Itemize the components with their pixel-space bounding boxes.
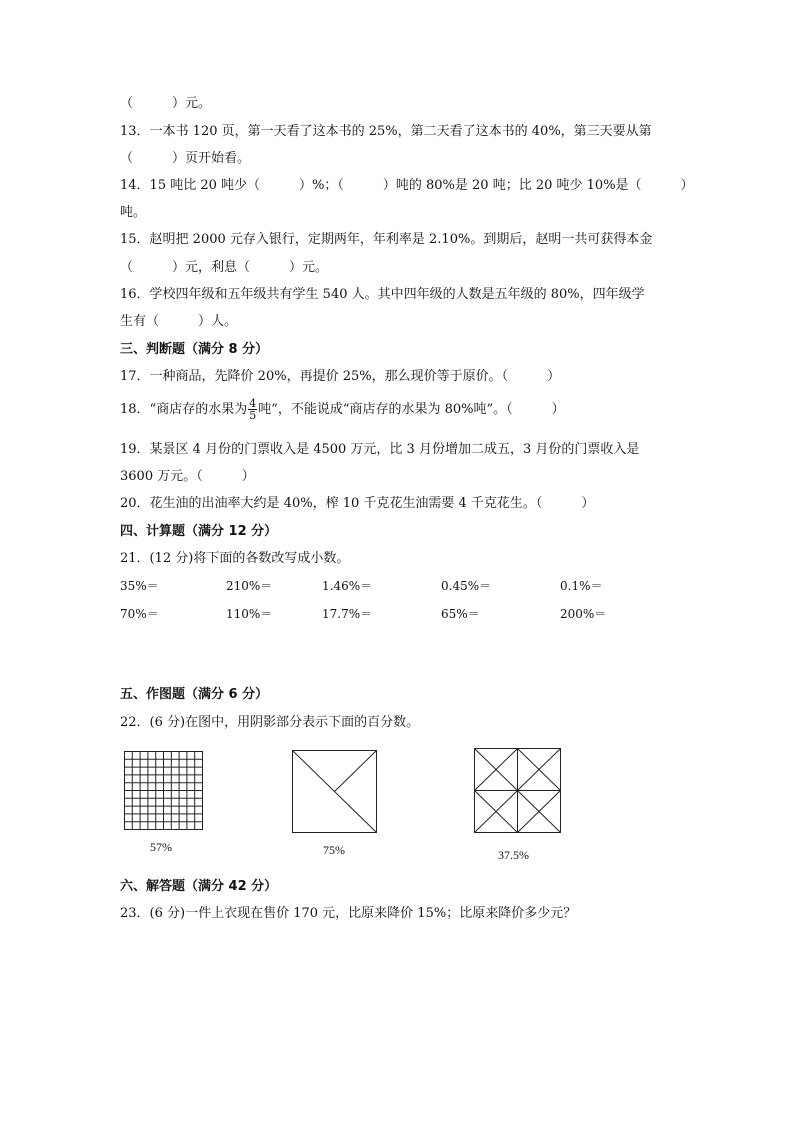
question-14-line2: 吨。	[120, 205, 147, 220]
calc-item: 210%＝	[226, 579, 273, 593]
calc-item: 70%＝	[120, 607, 159, 621]
calc-item: 200%＝	[560, 607, 607, 621]
question-19-line2: 3600 万元。（ ）	[120, 469, 255, 484]
question-17: 17．一种商品，先降价 20%，再提价 25%，那么现价等于原价。（ ）	[120, 369, 561, 384]
question-13-line1: 13．一本书 120 页，第一天看了这本书的 25%，第二天看了这本书的 40%，第三天要从第	[120, 124, 652, 139]
square-figure-label: 75%	[323, 843, 345, 857]
square-figure	[292, 750, 378, 834]
question-15-line2: （ ）元，利息（ ）元。	[120, 260, 329, 275]
question-20: 20．花生油的出油率大约是 40%，榨 10 千克花生油需要 4 千克花生。（ ）	[120, 496, 595, 511]
section-3-heading: 三、判断题（满分 8 分）	[120, 342, 269, 357]
section-6-heading: 六、解答题（满分 42 分）	[120, 879, 278, 894]
fraction	[248, 398, 257, 421]
question-18	[120, 398, 565, 422]
calc-item: 17.7%＝	[322, 607, 373, 621]
question-16-line2: 生有（ ）人。	[120, 314, 238, 329]
question-22: 22．(6 分)在图中，用阴影部分表示下面的百分数。	[120, 715, 420, 730]
question-19-line1: 19．某景区 4 月份的门票收入是 4500 万元，比 3 月份增加二成五，3 月份的门票收入是	[120, 442, 640, 457]
section-5-heading: 五、作图题（满分 6 分）	[120, 687, 269, 702]
calc-item: 0.45%＝	[441, 579, 492, 593]
calc-item: 110%＝	[226, 607, 273, 621]
question-18-suffix: 吨”，不能说成“商店存的水果为 80%吨”。（ ）	[258, 402, 565, 417]
question-15-line1: 15．赵明把 2000 元存入银行，定期两年，年利率是 2.10%。到期后，赵明一共可获得本金	[120, 232, 653, 247]
question-23: 23．(6 分)一件上衣现在售价 170 元，比原来降价 15%；比原来降价多少元？	[120, 906, 577, 921]
quad-figure	[474, 748, 562, 834]
question-16-line1: 16．学校四年级和五年级共有学生 540 人。其中四年级的人数是五年级的 80%，四年级学	[120, 287, 645, 302]
q12-continuation: （ ）元。	[120, 96, 212, 111]
quad-figure-label: 37.5%	[498, 848, 529, 862]
calc-item: 35%＝	[120, 579, 159, 593]
section-4-heading: 四、计算题（满分 12 分）	[120, 524, 278, 539]
fraction-denominator: 5	[249, 409, 257, 422]
question-21: 21．(12 分)将下面的各数改写成小数。	[120, 551, 350, 566]
question-13-line2: （ ）页开始看。	[120, 151, 251, 166]
question-14-line1: 14．15 吨比 20 吨少（ ）%；（ ）吨的 80%是 20 吨；比 20 吨少 10%是（ ）	[120, 178, 694, 193]
calc-item: 65%＝	[441, 607, 480, 621]
grid-figure	[124, 751, 204, 831]
question-18-prefix: 18．“商店存的水果为	[120, 402, 248, 417]
grid-figure-label: 57%	[150, 840, 172, 854]
calc-item: 1.46%＝	[322, 579, 373, 593]
fraction-numerator: 4	[249, 397, 257, 410]
calc-item: 0.1%＝	[560, 579, 603, 593]
